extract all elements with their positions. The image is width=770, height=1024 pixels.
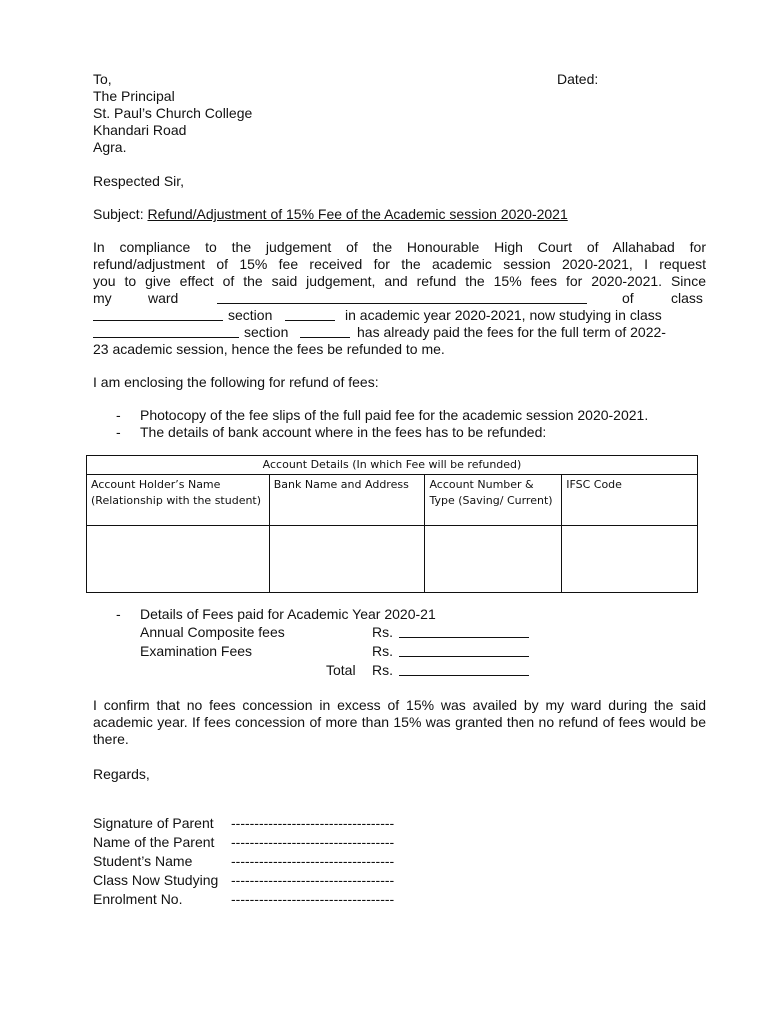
to-line: To, <box>93 71 112 87</box>
parent-name-line[interactable]: ----------------------------------- <box>231 834 395 850</box>
address-line: Agra. <box>93 139 127 155</box>
table-caption: Account Details (In which Fee will be refunded) <box>87 456 698 475</box>
parent-name-label: Name of the Parent <box>93 834 215 850</box>
total-fee-blank[interactable] <box>399 662 529 676</box>
enrolment-label: Enrolment No. <box>93 891 183 907</box>
class-blank[interactable] <box>93 307 223 321</box>
bullet-item: Photocopy of the fee slips of the full paid fee for the academic session 2020-2021. <box>140 407 649 423</box>
body-word-ward: ward <box>148 290 179 306</box>
address-line: St. Paul’s Church College <box>93 105 253 121</box>
signature-label: Signature of Parent <box>93 815 214 831</box>
annual-fee-blank[interactable] <box>399 624 529 638</box>
ifsc-cell[interactable] <box>562 526 698 593</box>
body-text-year: in academic year 2020-2021, now studying in class <box>345 307 662 323</box>
bullet-item: The details of bank account where in the fees has to be refunded: <box>140 424 547 440</box>
enclosing-line: I am enclosing the following for refund of fees: <box>93 374 379 390</box>
fee-currency: Rs. <box>372 643 393 659</box>
body-text-paid: has already paid the fees for the full term of 2022- <box>357 324 666 340</box>
body-word-my: my <box>93 290 112 306</box>
total-label: Total <box>326 662 356 678</box>
student-name-line[interactable]: ----------------------------------- <box>231 853 395 869</box>
body-word-section: section <box>228 307 273 323</box>
ward-name-blank[interactable] <box>217 290 587 304</box>
body-line: In compliance to the judgement of the Honourable High Court of Allahabad for <box>93 239 706 255</box>
body-word-section: section <box>244 324 289 340</box>
bullet-dash: - <box>116 424 121 440</box>
subject-line <box>93 206 568 223</box>
student-name-label: Student’s Name <box>93 853 193 869</box>
signature-line[interactable]: ----------------------------------- <box>231 815 395 831</box>
body-line: you to give effect of the said judgement, and refund the 15% fees for 2020-2021. Since <box>93 273 706 289</box>
current-section-blank[interactable] <box>300 324 350 338</box>
dated-label: Dated: <box>557 71 599 87</box>
enrolment-row <box>93 891 394 908</box>
fee-label-exam: Examination Fees <box>140 643 253 659</box>
subject-label: Subject: <box>93 206 144 222</box>
body-word-of: of <box>622 290 634 306</box>
account-details-table <box>86 455 698 593</box>
bullet-dash: - <box>116 407 121 423</box>
exam-fee-blank[interactable] <box>399 643 529 657</box>
regards: Regards, <box>93 766 150 782</box>
address-line: Khandari Road <box>93 122 187 138</box>
parent-name-row <box>93 834 394 851</box>
column-header-ifsc: IFSC Code <box>562 475 698 526</box>
class-now-row <box>93 872 394 889</box>
confirmation-paragraph: I confirm that no fees concession in excess of 15% was availed by my ward during the said academic year. If fees concession of more than 15% was granted then no refund of fees would be there. <box>93 697 706 747</box>
column-header-account: Account Number & Type (Saving/ Current) <box>425 475 562 526</box>
column-header-bank: Bank Name and Address <box>269 475 425 526</box>
holder-cell[interactable] <box>87 526 270 593</box>
student-name-row <box>93 853 394 870</box>
class-now-line[interactable]: ----------------------------------- <box>231 872 395 888</box>
body-line: 23 academic session, hence the fees be refunded to me. <box>93 341 445 357</box>
bank-cell[interactable] <box>269 526 425 593</box>
signature-row <box>93 815 394 832</box>
account-cell[interactable] <box>425 526 562 593</box>
enrolment-line[interactable]: ----------------------------------- <box>231 891 395 907</box>
body-line: refund/adjustment of 15% fee received for the academic session 2020-2021, I request <box>93 256 706 272</box>
fees-heading: Details of Fees paid for Academic Year 2020-21 <box>140 606 436 622</box>
body-word-class: class <box>671 290 703 306</box>
address-line: The Principal <box>93 88 175 104</box>
class-now-label: Class Now Studying <box>93 872 219 888</box>
fee-currency: Rs. <box>372 662 393 678</box>
section-blank[interactable] <box>285 307 335 321</box>
bullet-dash: - <box>116 606 121 622</box>
salutation: Respected Sir, <box>93 173 185 189</box>
column-header-holder: Account Holder’s Name (Relationship with the student) <box>87 475 270 526</box>
fee-currency: Rs. <box>372 624 393 640</box>
subject-text: Refund/Adjustment of 15% Fee of the Academic session 2020-2021 <box>147 206 568 222</box>
current-class-blank[interactable] <box>93 324 239 338</box>
fee-label-annual: Annual Composite fees <box>140 624 285 640</box>
